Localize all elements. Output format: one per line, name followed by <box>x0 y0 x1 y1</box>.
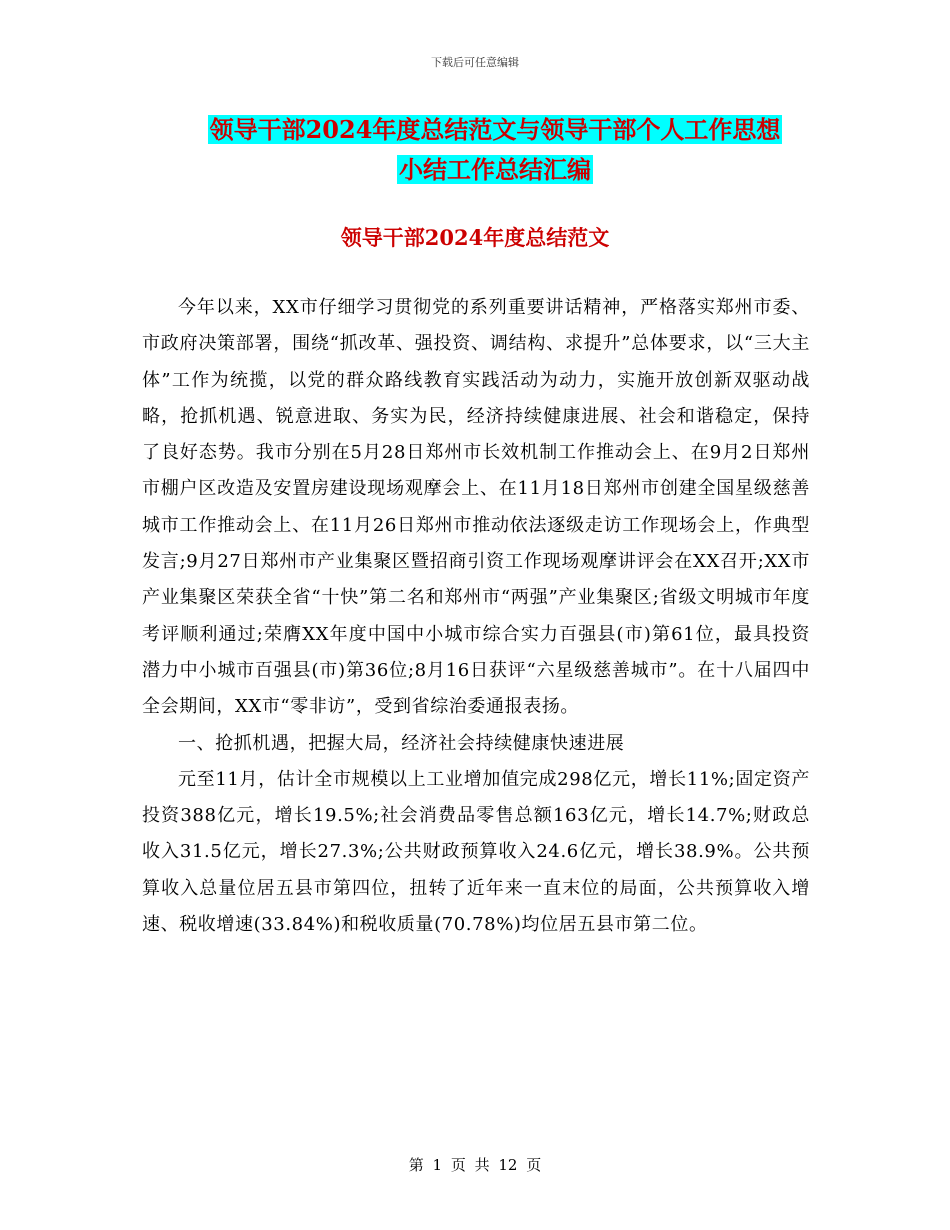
section-title: 领导干部2024年度总结范文 <box>340 225 610 250</box>
paragraph-economy: 元至11月，估计全市规模以上工业增加值完成298亿元，增长11%;固定资产投资388亿元，增长19.5%;社会消费品零售总额163亿元，增长14.7%;财政总收入31.5亿元，增长27.3%;公共财政预算收入24.6亿元，增长38.9%。公共预算收入总量位居五县市第四位，扭转了近年来一直末位的局面，公共预算收入增速、税收增速(33.84%)和税收质量(70.78%)均位居五县市第二位。 <box>142 768 810 936</box>
paragraph-intro: 今年以来，XX市仔细学习贯彻党的系列重要讲话精神，严格落实郑州市委、市政府决策部署，围绕“抓改革、强投资、调结构、求提升”总体要求，以“三大主体”工作为统揽，以党的群众路线教育实践活动为动力，实施开放创新双驱动战略，抢抓机遇、锐意进取、务实为民，经济持续健康进展、社会和谐稳定，保持了良好态势。我市分别在5月28日郑州市长效机制工作推动会上、在9月2日郑州市棚户区改造及安置房建设现场观摩会上、在11月18日郑州市创建全国星级慈善城市工作推动会上、在11月26日郑州市推动依法逐级走访工作现场会上，作典型发言;9月27日郑州市产业集聚区暨招商引资工作现场观摩讲评会在XX召开;XX市产业集聚区荣获全省“十快”第二名和郑州市“两强”产业集聚区;省级文明城市年度考评顺利通过;荣膺XX年度中国中小城市综合实力百强县(市)第61位，最具投资潜力中小城市百强县(市)第36位;8月16日获评“六星级慈善城市”。在十八届四中全会期间，XX市“零非访”，受到省综治委通报表扬。 <box>142 297 810 718</box>
header-note: 下载后可任意编辑 <box>431 56 519 69</box>
document-title <box>140 110 850 190</box>
page-footer: 第 1 页 共 12 页 <box>408 1156 542 1174</box>
document-body <box>142 290 810 943</box>
document-title-line-2: 小结工作总结汇编 <box>399 155 591 184</box>
paragraph-heading-1: 一、抢抓机遇，把握大局，经济社会持续健康快速进展 <box>178 732 625 754</box>
document-title-line-1: 领导干部2024年度总结范文与领导干部个人工作思想 <box>209 115 781 144</box>
